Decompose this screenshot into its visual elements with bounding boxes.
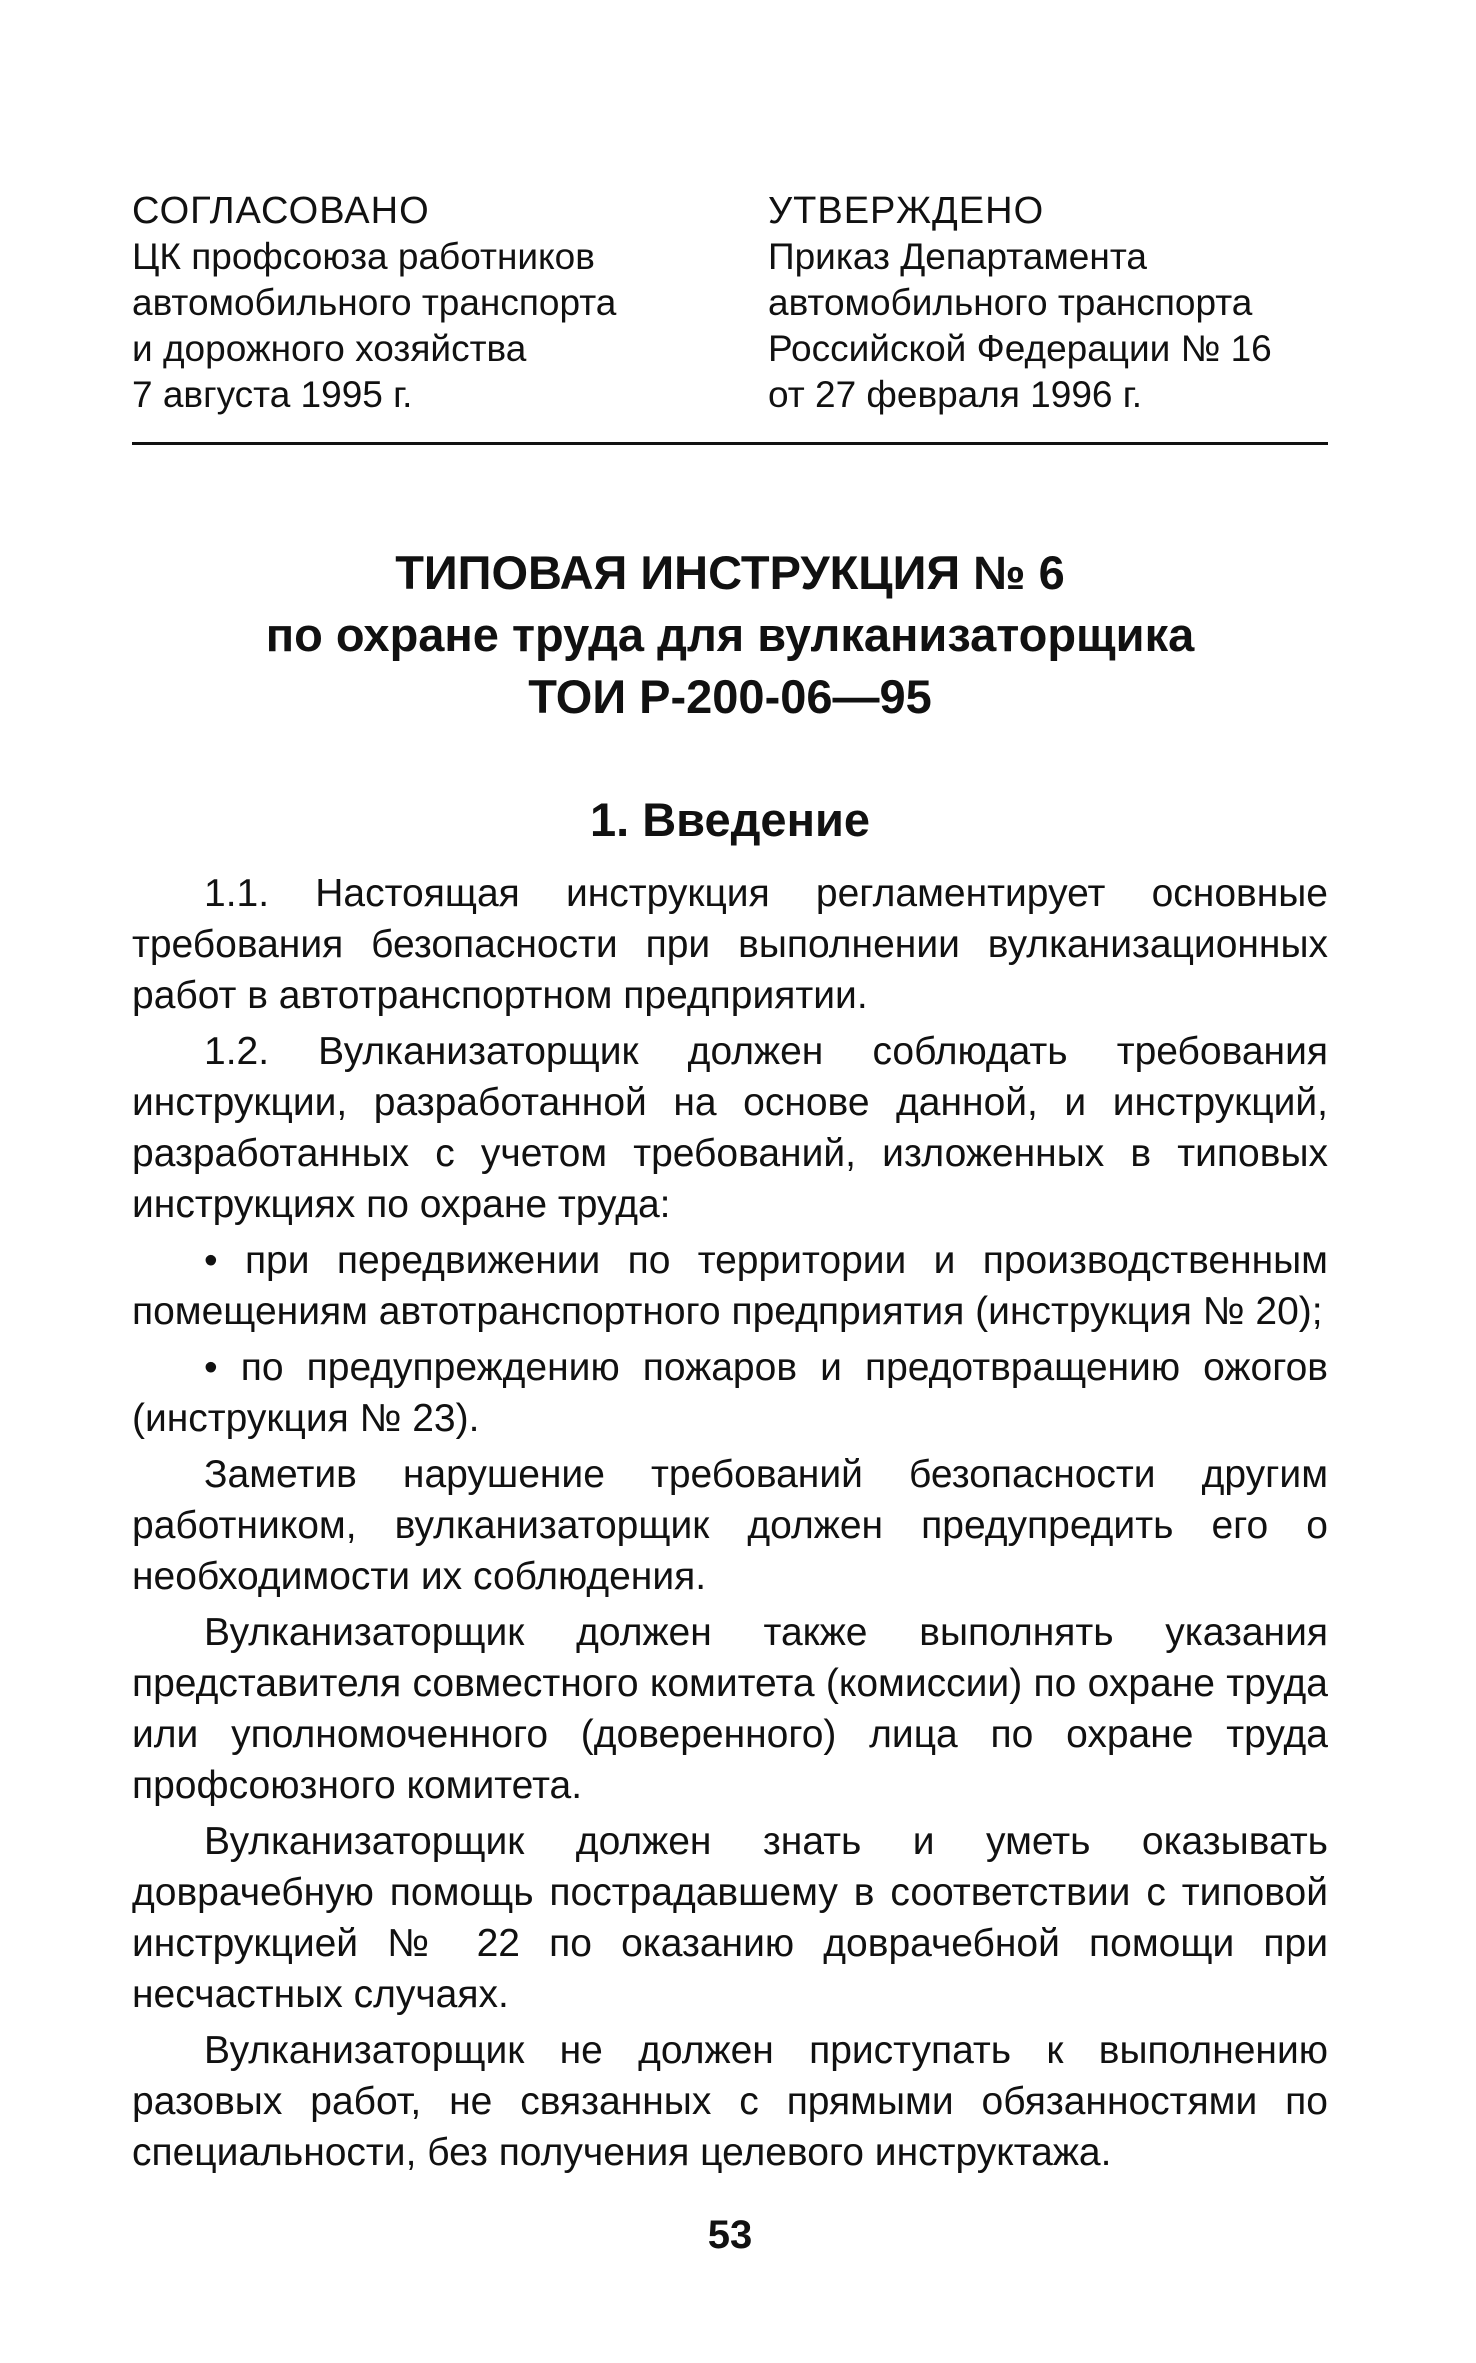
bullet-item: • по предупреждению пожаров и предотвращению ожогов (инструкция № 23). [132, 1346, 1328, 1440]
paragraph: Вулканизаторщик должен знать и уметь оказывать доврачебную помощь пострадавшему в соответствии с типовой инструкцией № 22 по оказанию доврачебной помощи при несчастных случаях. [132, 1820, 1328, 2016]
approved-line: Приказ Департамента [768, 236, 1147, 277]
title-line: ТИПОВАЯ ИНСТРУКЦИЯ № 6 [395, 546, 1065, 599]
document-title [132, 542, 1328, 728]
agreed-line: автомобильного транспорта [132, 282, 617, 323]
agreed-block [132, 188, 692, 438]
title-line: по охране труда для вулканизаторщика [265, 608, 1195, 661]
approved-block [768, 188, 1328, 438]
agreed-line: ЦК профсоюза работников [132, 236, 595, 277]
paragraph: 1.2. Вулканизаторщик должен соблюдать требования инструкции, разработанной на основе данной, и инструкций, разработанных с учетом требований, изложенных в типовых инструкциях по охране труда: [132, 1030, 1328, 1226]
section-heading: 1. Введение [589, 793, 870, 846]
paragraph: Вулканизаторщик не должен приступать к выполнению разовых работ, не связанных с прямыми обязанностями по специальности, без получения целевого инструктажа. [132, 2029, 1328, 2174]
approved-line: Российской Федерации № 16 [768, 328, 1272, 369]
approved-date: от 27 февраля 1996 г. [768, 374, 1143, 415]
body-text [132, 868, 1328, 2183]
approval-header [132, 188, 1328, 438]
page-number: 53 [707, 2213, 753, 2257]
agreed-heading: СОГЛАСОВАНО [132, 190, 430, 232]
paragraph: 1.1. Настоящая инструкция регламентирует основные требования безопасности при выполнении вулканизационных работ в автотранспортном предприятии. [132, 872, 1328, 1017]
approved-heading: УТВЕРЖДЕНО [768, 190, 1045, 232]
approved-line: автомобильного транспорта [768, 282, 1253, 323]
paragraph: Вулканизаторщик должен также выполнять указания представителя совместного комитета (комиссии) по охране труда или уполномоченного (доверенного) лица по охране труда профсоюзного комитета. [132, 1611, 1328, 1807]
document-code: ТОИ Р-200-06—95 [528, 670, 932, 723]
bullet-item: • при передвижении по территории и производственным помещениям автотранспортного предприятия (инструкция № 20); [132, 1239, 1328, 1333]
agreed-line: и дорожного хозяйства [132, 328, 527, 369]
agreed-date: 7 августа 1995 г. [132, 374, 413, 415]
header-divider [132, 442, 1328, 445]
paragraph: Заметив нарушение требований безопасности другим работником, вулканизаторщик должен предупредить его о необходимости их соблюдения. [132, 1453, 1328, 1598]
